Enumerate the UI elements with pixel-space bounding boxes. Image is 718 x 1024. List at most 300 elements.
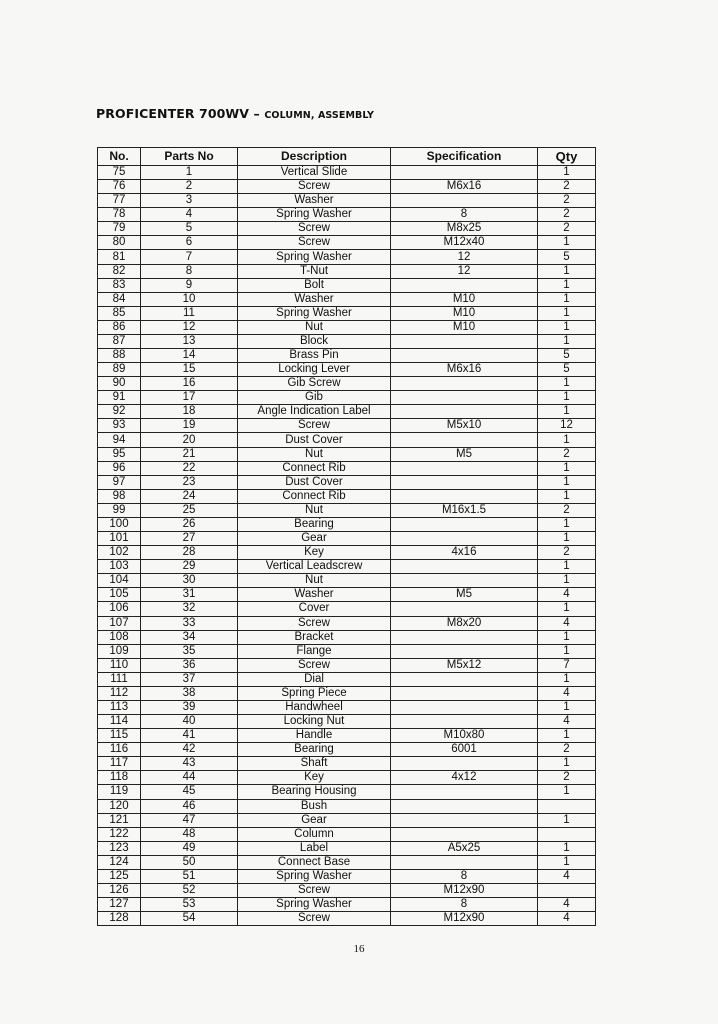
cell-qty: 1 — [538, 602, 596, 616]
cell-parts-no: 15 — [141, 363, 238, 377]
cell-description: Screw — [238, 180, 391, 194]
cell-description: Nut — [238, 503, 391, 517]
cell-specification — [391, 461, 538, 475]
cell-no: 122 — [98, 827, 141, 841]
cell-qty: 1 — [538, 320, 596, 334]
cell-parts-no: 36 — [141, 658, 238, 672]
cell-qty: 1 — [538, 391, 596, 405]
cell-description: Spring Washer — [238, 250, 391, 264]
cell-parts-no: 29 — [141, 560, 238, 574]
cell-qty: 1 — [538, 757, 596, 771]
cell-qty: 1 — [538, 574, 596, 588]
cell-specification: 6001 — [391, 743, 538, 757]
table-row — [98, 855, 596, 869]
table-row — [98, 264, 596, 278]
table-row — [98, 672, 596, 686]
cell-specification: M10 — [391, 320, 538, 334]
cell-parts-no: 53 — [141, 898, 238, 912]
table-row — [98, 278, 596, 292]
table-row — [98, 602, 596, 616]
cell-specification: M16x1.5 — [391, 503, 538, 517]
cell-specification — [391, 855, 538, 869]
cell-no: 87 — [98, 334, 141, 348]
cell-no: 101 — [98, 532, 141, 546]
cell-qty: 1 — [538, 306, 596, 320]
cell-qty: 1 — [538, 377, 596, 391]
cell-description: Locking Lever — [238, 363, 391, 377]
cell-no: 124 — [98, 855, 141, 869]
cell-no: 102 — [98, 546, 141, 560]
parts-table-body — [98, 166, 596, 926]
cell-no: 89 — [98, 363, 141, 377]
cell-parts-no: 45 — [141, 785, 238, 799]
table-row — [98, 841, 596, 855]
cell-qty: 1 — [538, 433, 596, 447]
cell-parts-no: 47 — [141, 813, 238, 827]
cell-no: 121 — [98, 813, 141, 827]
cell-description: Spring Washer — [238, 306, 391, 320]
page-title — [96, 106, 374, 121]
cell-qty: 2 — [538, 222, 596, 236]
cell-no: 108 — [98, 630, 141, 644]
cell-description: Spring Washer — [238, 898, 391, 912]
cell-specification — [391, 757, 538, 771]
cell-specification: 12 — [391, 264, 538, 278]
cell-description: Screw — [238, 419, 391, 433]
cell-qty: 1 — [538, 700, 596, 714]
cell-no: 84 — [98, 292, 141, 306]
table-row — [98, 574, 596, 588]
cell-description: Spring Washer — [238, 869, 391, 883]
cell-parts-no: 20 — [141, 433, 238, 447]
cell-specification — [391, 166, 538, 180]
cell-description: Connect Rib — [238, 489, 391, 503]
cell-parts-no: 28 — [141, 546, 238, 560]
cell-specification — [391, 630, 538, 644]
cell-specification: M6x16 — [391, 363, 538, 377]
cell-qty: 2 — [538, 771, 596, 785]
cell-no: 77 — [98, 194, 141, 208]
cell-qty: 1 — [538, 334, 596, 348]
cell-qty — [538, 827, 596, 841]
cell-description: Washer — [238, 194, 391, 208]
cell-qty: 2 — [538, 208, 596, 222]
cell-qty: 1 — [538, 166, 596, 180]
cell-no: 81 — [98, 250, 141, 264]
cell-specification: A5x25 — [391, 841, 538, 855]
cell-specification: M12x40 — [391, 236, 538, 250]
cell-no: 79 — [98, 222, 141, 236]
cell-qty: 1 — [538, 532, 596, 546]
table-row — [98, 785, 596, 799]
cell-no: 94 — [98, 433, 141, 447]
table-row — [98, 560, 596, 574]
cell-parts-no: 16 — [141, 377, 238, 391]
cell-no: 104 — [98, 574, 141, 588]
cell-qty: 1 — [538, 672, 596, 686]
cell-description: Connect Rib — [238, 461, 391, 475]
cell-description: Screw — [238, 658, 391, 672]
table-row — [98, 377, 596, 391]
cell-specification: M5 — [391, 588, 538, 602]
cell-parts-no: 50 — [141, 855, 238, 869]
cell-parts-no: 46 — [141, 799, 238, 813]
cell-parts-no: 4 — [141, 208, 238, 222]
cell-qty: 1 — [538, 813, 596, 827]
cell-parts-no: 26 — [141, 517, 238, 531]
cell-qty: 1 — [538, 644, 596, 658]
cell-description: Nut — [238, 447, 391, 461]
cell-parts-no: 42 — [141, 743, 238, 757]
cell-description: Label — [238, 841, 391, 855]
cell-parts-no: 8 — [141, 264, 238, 278]
cell-parts-no: 44 — [141, 771, 238, 785]
table-row — [98, 447, 596, 461]
cell-no: 75 — [98, 166, 141, 180]
cell-qty: 1 — [538, 855, 596, 869]
cell-no: 99 — [98, 503, 141, 517]
cell-description: Locking Nut — [238, 715, 391, 729]
cell-no: 114 — [98, 715, 141, 729]
table-row — [98, 320, 596, 334]
table-row — [98, 883, 596, 897]
cell-no: 86 — [98, 320, 141, 334]
cell-qty: 1 — [538, 264, 596, 278]
cell-parts-no: 10 — [141, 292, 238, 306]
cell-qty: 4 — [538, 715, 596, 729]
table-row — [98, 475, 596, 489]
cell-description: Screw — [238, 883, 391, 897]
cell-description: Gib — [238, 391, 391, 405]
cell-qty: 1 — [538, 405, 596, 419]
table-row — [98, 813, 596, 827]
cell-no: 100 — [98, 517, 141, 531]
cell-qty: 1 — [538, 729, 596, 743]
cell-no: 116 — [98, 743, 141, 757]
table-row — [98, 771, 596, 785]
cell-no: 85 — [98, 306, 141, 320]
cell-description: Washer — [238, 588, 391, 602]
cell-description: Screw — [238, 222, 391, 236]
cell-specification — [391, 194, 538, 208]
parts-table-header — [98, 148, 596, 166]
cell-parts-no: 9 — [141, 278, 238, 292]
cell-specification: 8 — [391, 208, 538, 222]
cell-description: Nut — [238, 574, 391, 588]
table-row — [98, 799, 596, 813]
cell-qty: 1 — [538, 278, 596, 292]
cell-specification: M10 — [391, 306, 538, 320]
cell-qty: 2 — [538, 743, 596, 757]
cell-parts-no: 38 — [141, 686, 238, 700]
cell-description: Nut — [238, 320, 391, 334]
table-row — [98, 419, 596, 433]
cell-specification: M5x12 — [391, 658, 538, 672]
cell-qty — [538, 799, 596, 813]
cell-qty: 1 — [538, 630, 596, 644]
cell-parts-no: 19 — [141, 419, 238, 433]
table-row — [98, 166, 596, 180]
cell-no: 123 — [98, 841, 141, 855]
cell-no: 88 — [98, 349, 141, 363]
cell-parts-no: 25 — [141, 503, 238, 517]
cell-description: T-Nut — [238, 264, 391, 278]
cell-parts-no: 31 — [141, 588, 238, 602]
page-number: 16 — [353, 943, 365, 955]
cell-description: Bush — [238, 799, 391, 813]
cell-no: 127 — [98, 898, 141, 912]
cell-parts-no: 3 — [141, 194, 238, 208]
cell-description: Gear — [238, 813, 391, 827]
cell-specification — [391, 377, 538, 391]
cell-description: Gear — [238, 532, 391, 546]
cell-specification: M12x90 — [391, 883, 538, 897]
table-row — [98, 363, 596, 377]
cell-description: Shaft — [238, 757, 391, 771]
cell-specification: M6x16 — [391, 180, 538, 194]
cell-parts-no: 11 — [141, 306, 238, 320]
cell-specification: 8 — [391, 869, 538, 883]
table-row — [98, 658, 596, 672]
cell-description: Cover — [238, 602, 391, 616]
cell-no: 107 — [98, 616, 141, 630]
cell-description: Angle Indication Label — [238, 405, 391, 419]
cell-no: 96 — [98, 461, 141, 475]
table-row — [98, 827, 596, 841]
table-row — [98, 349, 596, 363]
cell-specification: M5 — [391, 447, 538, 461]
cell-qty: 4 — [538, 686, 596, 700]
cell-parts-no: 13 — [141, 334, 238, 348]
cell-qty: 2 — [538, 180, 596, 194]
cell-parts-no: 48 — [141, 827, 238, 841]
cell-specification: M10x80 — [391, 729, 538, 743]
cell-description: Bearing Housing — [238, 785, 391, 799]
cell-description: Connect Base — [238, 855, 391, 869]
cell-description: Bearing — [238, 743, 391, 757]
cell-parts-no: 40 — [141, 715, 238, 729]
cell-parts-no: 5 — [141, 222, 238, 236]
table-row — [98, 898, 596, 912]
table-row — [98, 686, 596, 700]
cell-specification — [391, 433, 538, 447]
header-description: Description — [238, 148, 391, 166]
cell-parts-no: 27 — [141, 532, 238, 546]
cell-specification — [391, 715, 538, 729]
cell-qty: 2 — [538, 194, 596, 208]
cell-parts-no: 52 — [141, 883, 238, 897]
cell-parts-no: 1 — [141, 166, 238, 180]
cell-qty: 1 — [538, 517, 596, 531]
cell-specification — [391, 334, 538, 348]
cell-no: 90 — [98, 377, 141, 391]
cell-no: 117 — [98, 757, 141, 771]
cell-description: Flange — [238, 644, 391, 658]
header-specification: Specification — [391, 148, 538, 166]
table-row — [98, 546, 596, 560]
cell-no: 125 — [98, 869, 141, 883]
table-row — [98, 630, 596, 644]
cell-no: 118 — [98, 771, 141, 785]
table-row — [98, 405, 596, 419]
cell-specification: M8x25 — [391, 222, 538, 236]
cell-qty: 1 — [538, 841, 596, 855]
title-dash: – — [249, 106, 265, 121]
cell-parts-no: 54 — [141, 912, 238, 926]
cell-no: 93 — [98, 419, 141, 433]
cell-qty: 1 — [538, 292, 596, 306]
cell-qty: 1 — [538, 785, 596, 799]
cell-no: 76 — [98, 180, 141, 194]
cell-no: 92 — [98, 405, 141, 419]
cell-specification — [391, 644, 538, 658]
cell-specification — [391, 574, 538, 588]
cell-parts-no: 14 — [141, 349, 238, 363]
cell-qty — [538, 883, 596, 897]
cell-specification: M8x20 — [391, 616, 538, 630]
cell-description: Dial — [238, 672, 391, 686]
cell-parts-no: 34 — [141, 630, 238, 644]
cell-specification: 8 — [391, 898, 538, 912]
cell-qty: 1 — [538, 236, 596, 250]
cell-specification — [391, 489, 538, 503]
table-row — [98, 588, 596, 602]
cell-specification — [391, 517, 538, 531]
cell-description: Bearing — [238, 517, 391, 531]
cell-description: Screw — [238, 912, 391, 926]
cell-specification — [391, 686, 538, 700]
cell-parts-no: 7 — [141, 250, 238, 264]
cell-specification — [391, 672, 538, 686]
table-row — [98, 489, 596, 503]
table-row — [98, 912, 596, 926]
table-row — [98, 700, 596, 714]
cell-specification — [391, 827, 538, 841]
cell-specification: 4x16 — [391, 546, 538, 560]
cell-qty: 5 — [538, 250, 596, 264]
table-row — [98, 306, 596, 320]
cell-specification — [391, 799, 538, 813]
cell-no: 95 — [98, 447, 141, 461]
cell-qty: 1 — [538, 560, 596, 574]
cell-no: 97 — [98, 475, 141, 489]
table-row — [98, 729, 596, 743]
cell-description: Vertical Leadscrew — [238, 560, 391, 574]
cell-no: 109 — [98, 644, 141, 658]
section-name: COLUMN, ASSEMBLY — [264, 110, 374, 121]
table-row — [98, 715, 596, 729]
cell-description: Bolt — [238, 278, 391, 292]
cell-qty: 4 — [538, 898, 596, 912]
cell-parts-no: 51 — [141, 869, 238, 883]
table-row — [98, 194, 596, 208]
cell-specification — [391, 391, 538, 405]
table-row — [98, 433, 596, 447]
cell-parts-no: 33 — [141, 616, 238, 630]
cell-parts-no: 21 — [141, 447, 238, 461]
header-row — [98, 148, 596, 166]
cell-specification: M12x90 — [391, 912, 538, 926]
cell-qty: 4 — [538, 869, 596, 883]
table-row — [98, 391, 596, 405]
cell-description: Washer — [238, 292, 391, 306]
table-row — [98, 236, 596, 250]
cell-description: Column — [238, 827, 391, 841]
cell-qty: 5 — [538, 349, 596, 363]
cell-no: 83 — [98, 278, 141, 292]
table-row — [98, 869, 596, 883]
table-row — [98, 743, 596, 757]
cell-description: Brass Pin — [238, 349, 391, 363]
table-row — [98, 250, 596, 264]
cell-parts-no: 30 — [141, 574, 238, 588]
cell-no: 110 — [98, 658, 141, 672]
cell-qty: 4 — [538, 912, 596, 926]
cell-specification — [391, 813, 538, 827]
table-row — [98, 208, 596, 222]
cell-parts-no: 24 — [141, 489, 238, 503]
cell-description: Gib Screw — [238, 377, 391, 391]
cell-no: 120 — [98, 799, 141, 813]
cell-specification — [391, 349, 538, 363]
cell-qty: 2 — [538, 503, 596, 517]
cell-specification — [391, 405, 538, 419]
table-row — [98, 616, 596, 630]
table-row — [98, 180, 596, 194]
cell-no: 103 — [98, 560, 141, 574]
cell-specification — [391, 532, 538, 546]
cell-qty: 2 — [538, 447, 596, 461]
cell-parts-no: 12 — [141, 320, 238, 334]
cell-parts-no: 39 — [141, 700, 238, 714]
cell-qty: 1 — [538, 461, 596, 475]
cell-specification — [391, 560, 538, 574]
table-row — [98, 334, 596, 348]
cell-no: 119 — [98, 785, 141, 799]
cell-no: 113 — [98, 700, 141, 714]
header-no: No. — [98, 148, 141, 166]
cell-specification: 12 — [391, 250, 538, 264]
table-row — [98, 461, 596, 475]
cell-no: 78 — [98, 208, 141, 222]
cell-no: 105 — [98, 588, 141, 602]
table-row — [98, 292, 596, 306]
cell-parts-no: 37 — [141, 672, 238, 686]
cell-specification — [391, 700, 538, 714]
cell-parts-no: 41 — [141, 729, 238, 743]
table-row — [98, 517, 596, 531]
cell-no: 80 — [98, 236, 141, 250]
cell-no: 82 — [98, 264, 141, 278]
cell-no: 91 — [98, 391, 141, 405]
cell-parts-no: 49 — [141, 841, 238, 855]
cell-description: Vertical Slide — [238, 166, 391, 180]
cell-qty: 7 — [538, 658, 596, 672]
parts-table — [97, 147, 596, 926]
cell-parts-no: 2 — [141, 180, 238, 194]
cell-description: Block — [238, 334, 391, 348]
cell-qty: 1 — [538, 489, 596, 503]
cell-no: 128 — [98, 912, 141, 926]
cell-specification — [391, 602, 538, 616]
cell-parts-no: 35 — [141, 644, 238, 658]
table-row — [98, 532, 596, 546]
table-row — [98, 222, 596, 236]
header-qty: Qty — [538, 148, 596, 166]
cell-parts-no: 6 — [141, 236, 238, 250]
cell-specification — [391, 278, 538, 292]
cell-qty: 5 — [538, 363, 596, 377]
